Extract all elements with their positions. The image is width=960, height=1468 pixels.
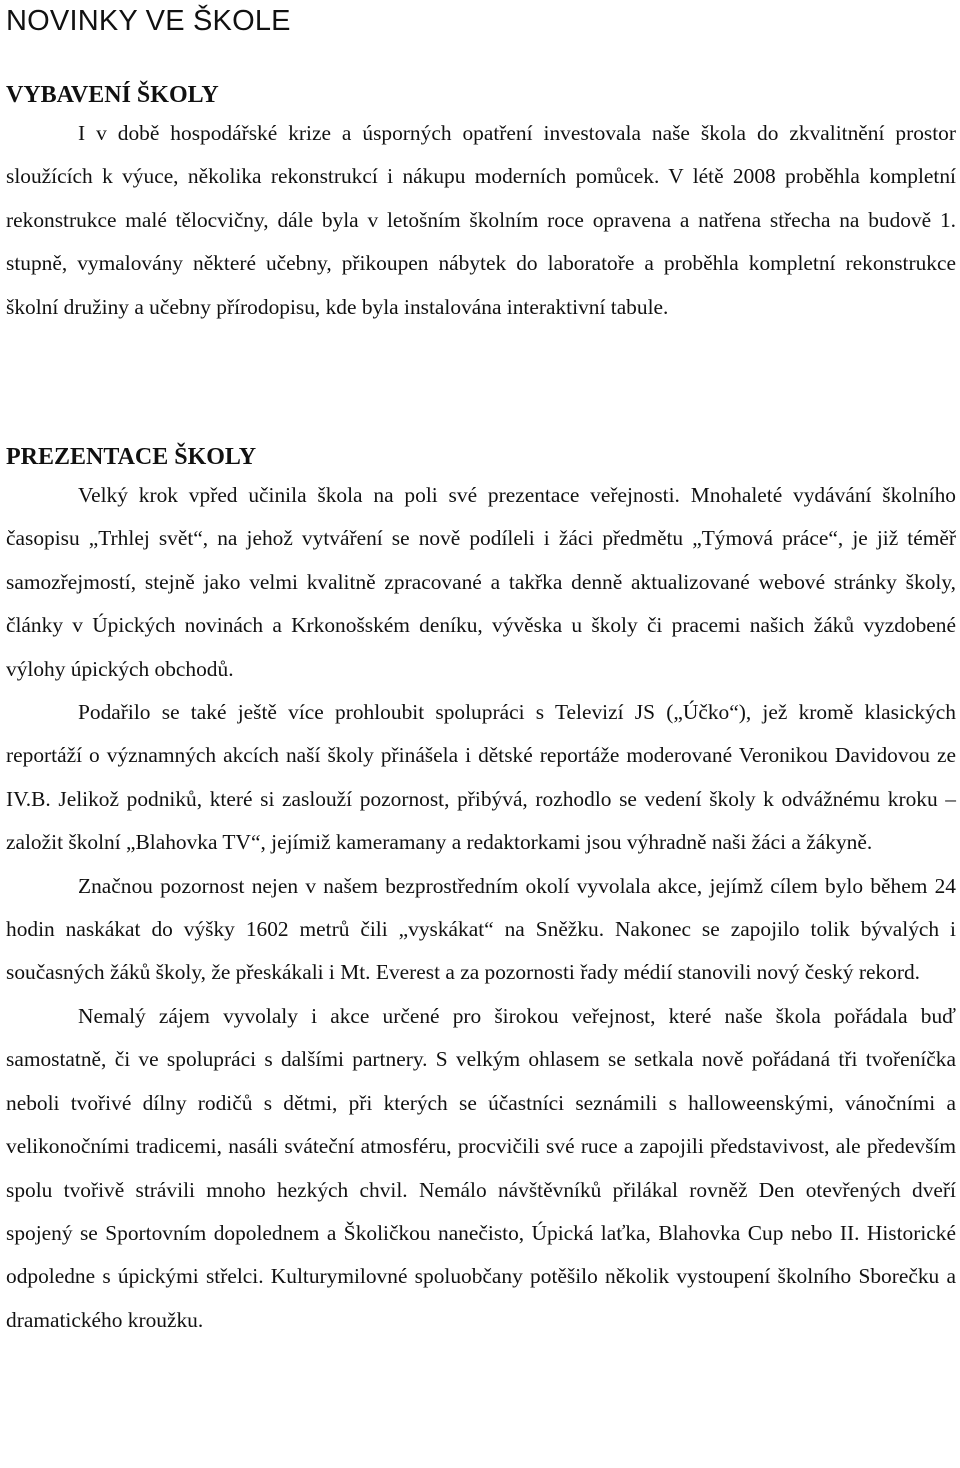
paragraph: Nemalý zájem vyvolaly i akce určené pro širokou veřejnost, které naše škola pořádala buď samostatně, či ve spolupráci s dalšími partnery. S velkým ohlasem se setkala nově pořádaná tři tvořeníčka neboli tvořivé dílny rodičů s dětmi, při kterých se účastníci seznámili s halloweenskými, vánočními a velikonočními tradicemi, nasáli sváteční atmosféru, procvičili své ruce a zapojili představivost, ale především spolu tvořivě strávili mnoho hezkých chvil. Nemálo návštěvníků přilákal rovněž Den otevřených dveří spojený se Sportovním dopolednem a Školičkou nanečisto, Úpická laťka, Blahovka Cup nebo II. Historické odpoledne s úpickými střelci. Kulturymilovné spoluobčany potěšilo několik vystoupení školního Sborečku a dramatického kroužku. bbox=[6, 1003, 956, 1332]
section-vybaveni-skoly bbox=[6, 80, 956, 329]
paragraph: I v době hospodářské krize a úsporných opatření investovala naše škola do zkvalitnění prostor sloužících k výuce, několika rekonstrukcí i nákupu moderních pomůcek. V létě 2008 proběhla kompletní rekonstrukce malé tělocvičny, dále byla v letošním školním roce opravena a natřena střecha na budově 1. stupně, vymalovány některé učebny, přikoupen nábytek do laboratoře a proběhla kompletní rekonstrukce školní družiny a učebny přírodopisu, kde byla instalována interaktivní tabule. bbox=[6, 121, 956, 319]
paragraph: Velký krok vpřed učinila škola na poli své prezentace veřejnosti. Mnohaleté vydávání školního časopisu „Trhlej svět“, na jehož vytváření se nově podíleli i žáci předmětu „Týmová práce“, je již téměř samozřejmostí, stejně jako velmi kvalitně zpracované a takřka denně aktualizované webové stránky školy, články v Úpických novinách a Krkonošském deníku, vývěska u školy či pracemi našich žáků vyzdobené výlohy úpických obchodů. bbox=[6, 483, 956, 681]
section-prezentace-skoly bbox=[6, 442, 956, 1342]
paragraph: Podařilo se také ještě více prohloubit spolupráci s Televizí JS („Účko“), jež kromě klasických reportáží o významných akcích naší školy přinášela i dětské reportáže moderované Veronikou Davidovou ze IV.B. Jelikož podniků, které si zaslouží pozornost, přibývá, rozhodlo se vedení školy k odvážnému kroku – založit školní „Blahovka TV“, jejímiž kameramany a redaktorkami jsou výhradně naši žáci a žákyně. bbox=[6, 700, 956, 855]
section-heading: VYBAVENÍ ŠKOLY bbox=[6, 82, 219, 108]
document-title: NOVINKY VE ŠKOLE bbox=[6, 5, 291, 37]
paragraph: Značnou pozornost nejen v našem bezprostředním okolí vyvolala akce, jejímž cílem bylo během 24 hodin naskákat do výšky 1602 metrů čili „vyskákat“ na Sněžku. Nakonec se zapojilo tolik bývalých i současných žáků školy, že přeskákali i Mt. Everest a za pozornosti řady médií stanovili nový český rekord. bbox=[6, 873, 956, 985]
section-heading: PREZENTACE ŠKOLY bbox=[6, 444, 257, 470]
